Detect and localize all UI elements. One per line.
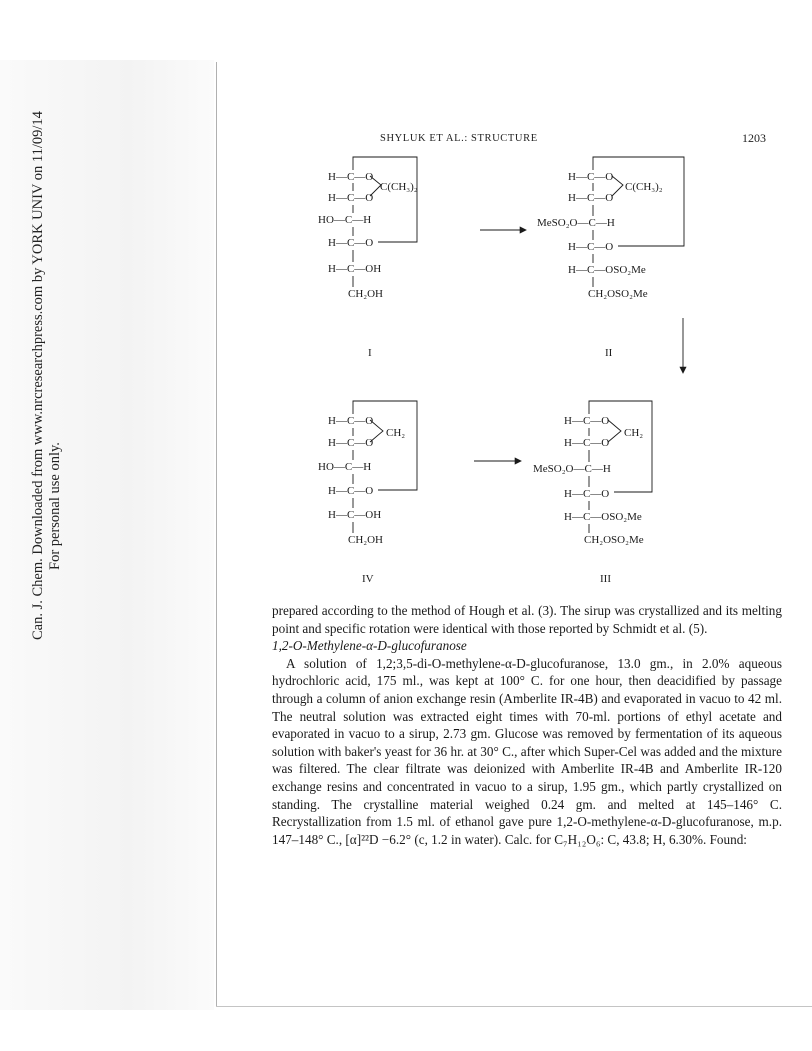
compound-III-row-2: H—C—O <box>564 437 610 449</box>
compound-I-row-2: H—C—O <box>328 192 374 204</box>
compound-III-row-5: H—C—OSO₂Me <box>564 511 642 523</box>
compound-II-row-2: H—C—O <box>568 192 614 204</box>
compound-IV-row-3: HO—C—H <box>318 461 372 473</box>
compound-II-row-3: MeSO₂O—C—H <box>537 217 615 229</box>
compound-II-label: II <box>605 347 613 359</box>
running-title: SHYLUK ET AL.: STRUCTURE <box>380 133 538 144</box>
compound-I-ketal: C(CH₃)₂ <box>380 181 418 193</box>
compound-II-row-5: H—C—OSO₂Me <box>568 264 646 276</box>
paragraph-experimental: A solution of 1,2;3,5-di-O-methylene-α-D-glucofuranose, 13.0 gm., in 2.0% aqueous hydrochloric acid, 175 ml., was kept at 100° C. for one hour, then deacidified by passage through a column of anion exchange resin (Amberlite IR-4B) and evaporated in vacuo to 42 ml. The neutral solution was extracted eight times with 70-ml. portions of ethyl acetate and evaporated in vacuo to a sirup, 2.73 gm. Glucose was removed by fermentation of its aqueous solution with baker's yeast for 36 hr. at 30° C., after which Super-Cel was added and the mixture was filtered. The clear filtrate was deionized with Amberlite IR-4B and Amberlite IR-120 exchange resins and concentrated in vacuo to a sirup, 1.95 gm., which partly crystallized on standing. The crystalline material weighed 0.24 gm. and melted at 145–146° C. Recrystallization from 1.5 ml. of ethanol gave pure 1,2-O-methylene-α-D-glucofuranose, m.p. 147–148° C., [α]²²D −6.2° (c, 1.2 in water). Calc. for C₇H₁₂O₆: C, 43.8; H, 6.30%. Found: <box>272 655 782 847</box>
article-body <box>272 602 782 848</box>
compound-I-row-5: H—C—OH <box>328 263 382 275</box>
compound-III-row-1: H—C—O <box>564 415 610 427</box>
page-bottom-line <box>216 1006 812 1007</box>
compound-I-structure <box>318 157 418 359</box>
compound-IV-row-6: CH₂OH <box>348 534 384 546</box>
compound-I-label: I <box>368 347 372 359</box>
compound-III-row-4: H—C—O <box>564 488 610 500</box>
compound-IV-row-5: H—C—OH <box>328 509 382 521</box>
compound-IV-row-2: H—C—O <box>328 437 374 449</box>
compound-II-row-4: H—C—O <box>568 241 614 253</box>
page-number: 1203 <box>742 131 766 145</box>
compound-III-structure <box>533 401 652 585</box>
compound-I-row-6: CH₂OH <box>348 288 384 300</box>
compound-IV-row-4: H—C—O <box>328 485 374 497</box>
section-heading: 1,2-O-Methylene-α-D-glucofuranose <box>272 638 467 654</box>
compound-IV-ketal: CH₂ <box>386 427 406 439</box>
compound-IV-row-1: H—C—O <box>328 415 374 427</box>
watermark-line-2: For personal use only. <box>47 442 63 570</box>
compound-III-label: III <box>600 573 611 585</box>
compound-II-row-1: H—C—O <box>568 171 614 183</box>
compound-I-row-4: H—C—O <box>328 237 374 249</box>
compound-I-row-1: H—C—O <box>328 171 374 183</box>
compound-III-row-3: MeSO₂O—C—H <box>533 463 611 475</box>
compound-II-structure <box>537 157 684 359</box>
compound-II-row-6: CH₂OSO₂Me <box>588 288 648 300</box>
compound-III-row-6: CH₂OSO₂Me <box>584 534 644 546</box>
compound-III-ketal: CH₂ <box>624 427 644 439</box>
compound-I-row-3: HO—C—H <box>318 214 372 226</box>
compound-IV-structure <box>318 401 417 585</box>
paragraph-preparation-note: prepared according to the method of Hough et al. (3). The sirup was crystallized and its melting point and specific rotation were identical with those reported by Schmidt et al. (5). <box>272 603 782 636</box>
compound-IV-label: IV <box>362 573 374 585</box>
watermark-line-1: Can. J. Chem. Downloaded from www.nrcresearchpress.com by YORK UNIV on 11/09/14 <box>30 111 46 640</box>
compound-II-ketal: C(CH₃)₂ <box>625 181 663 193</box>
